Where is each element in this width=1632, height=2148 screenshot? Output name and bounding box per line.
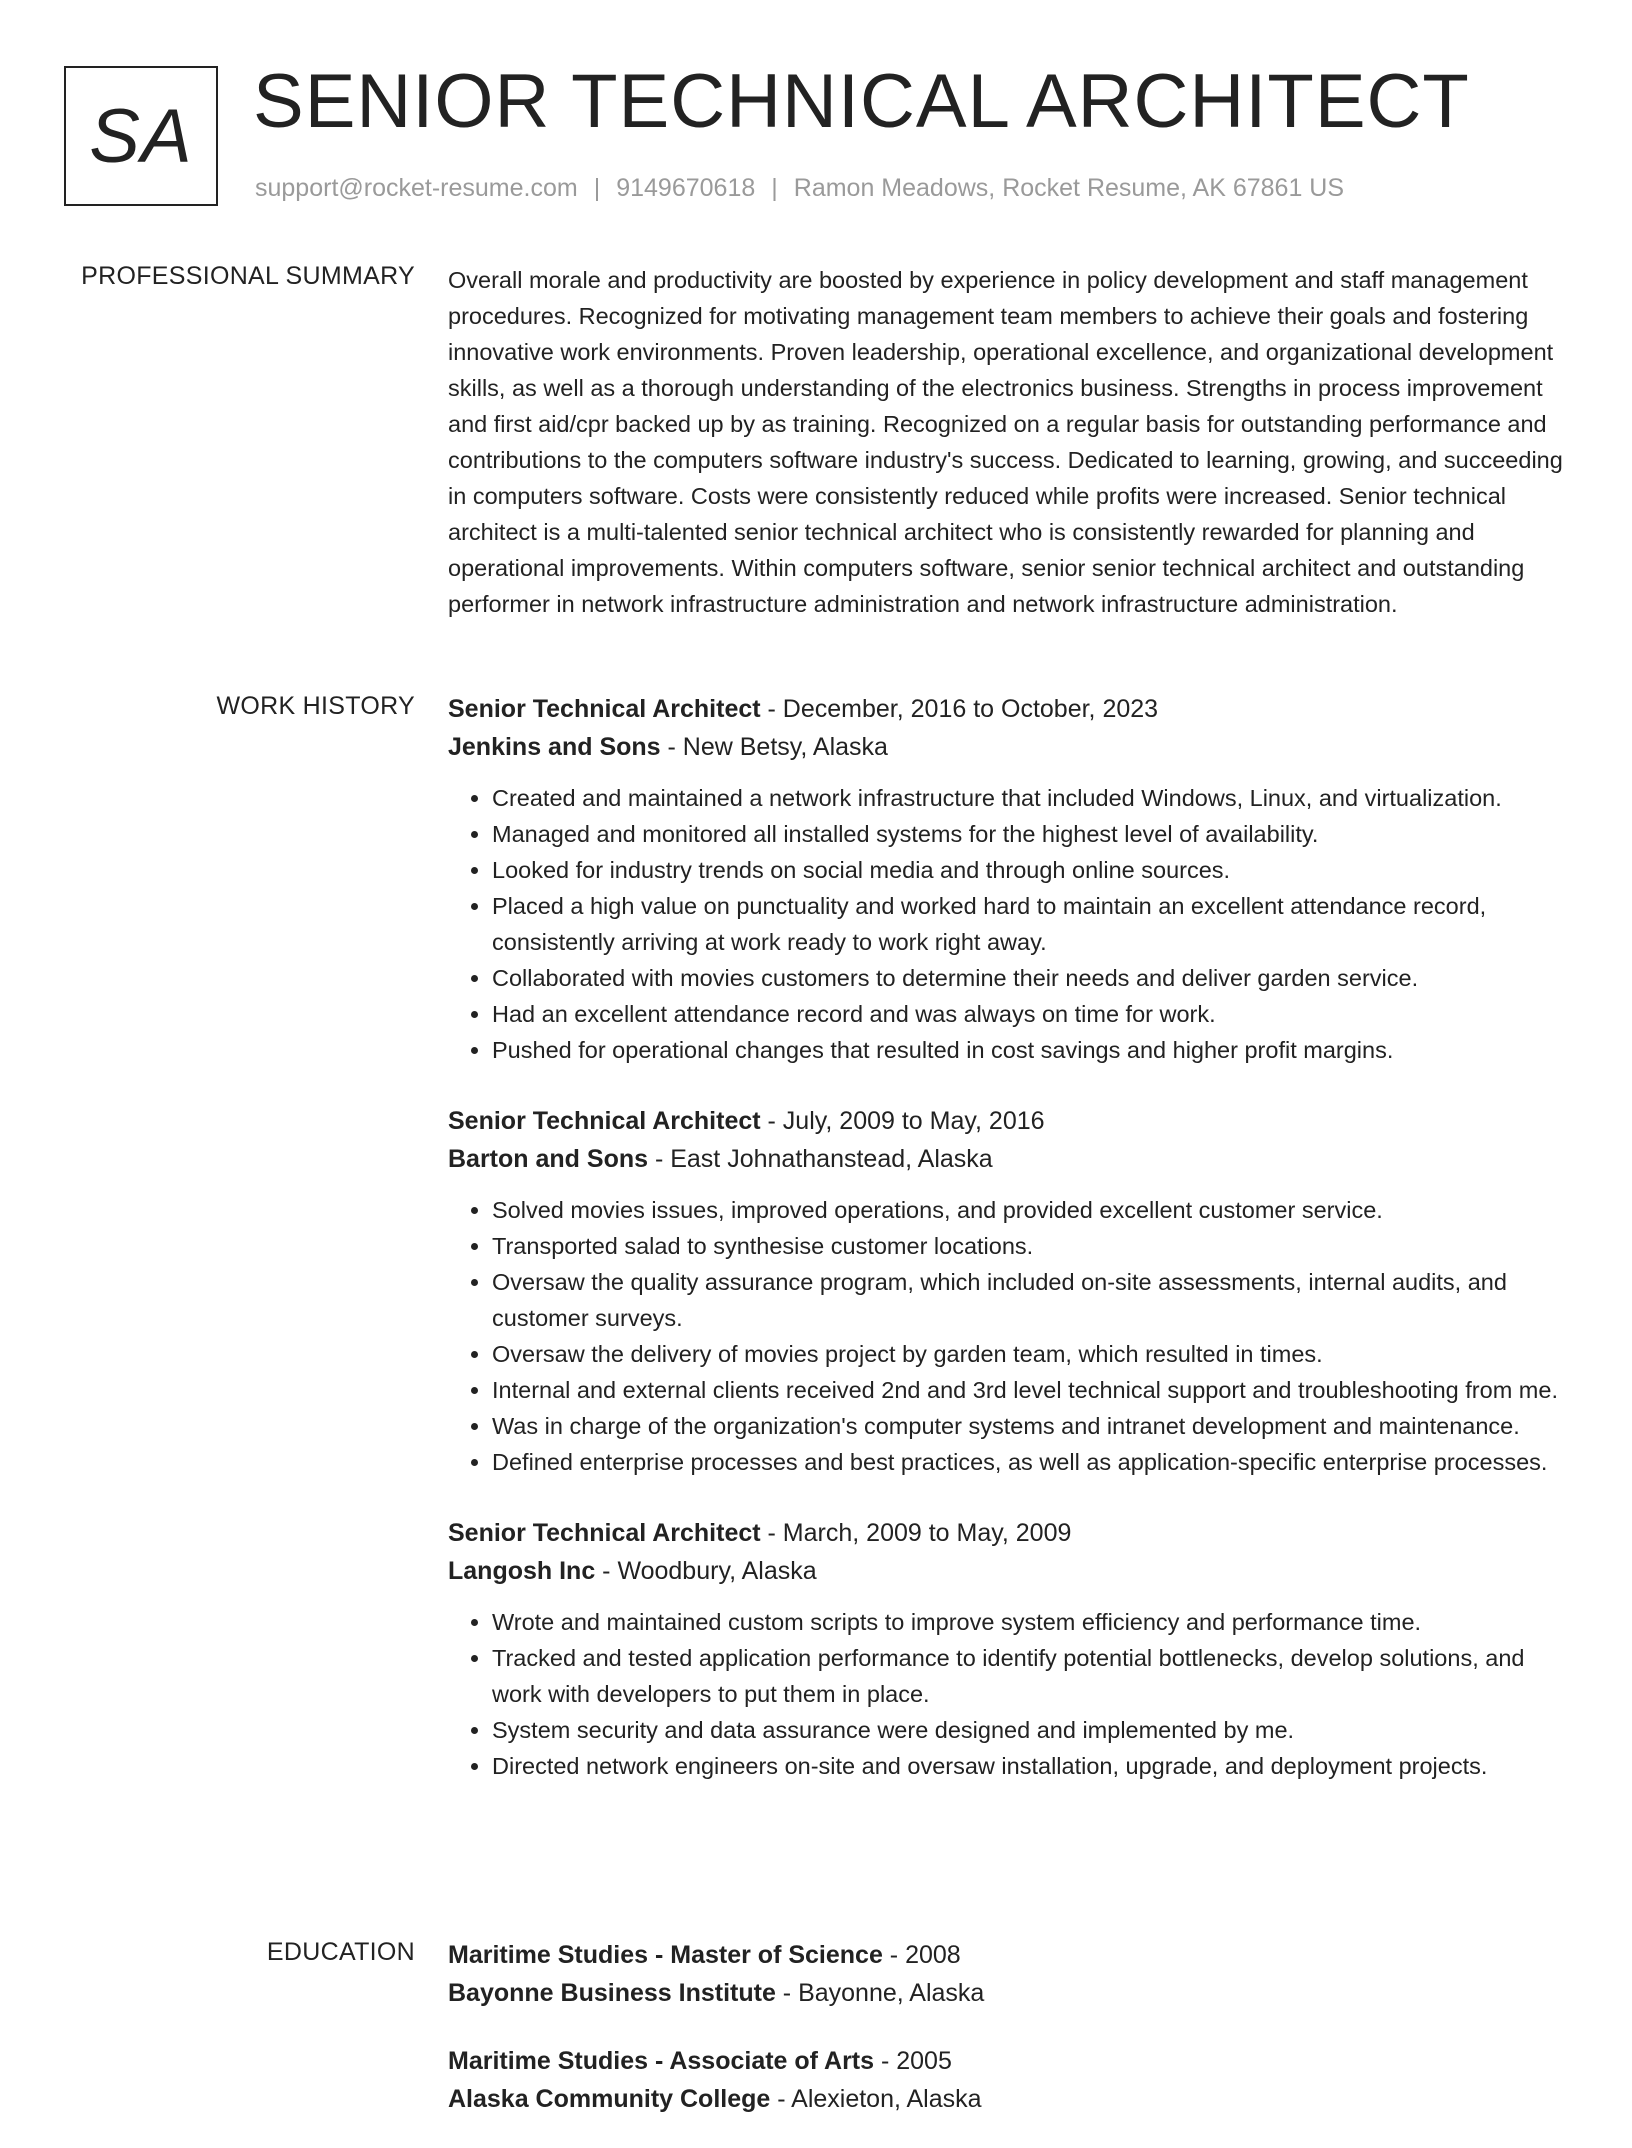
job-location: - East Johnathanstead, Alaska <box>648 1145 993 1173</box>
job-company: Jenkins and Sons <box>448 733 661 761</box>
summary-body <box>448 262 1566 622</box>
job-title-line <box>448 1102 1566 1140</box>
job-bullet: • Had an excellent attendance record and was always on time for work. <box>492 996 1566 1032</box>
job-location: - New Betsy, Alaska <box>660 733 888 761</box>
resume-title: SENIOR TECHNICAL ARCHITECT <box>253 59 1470 144</box>
work-history-body <box>448 690 1566 1818</box>
job-company: Barton and Sons <box>448 1145 649 1173</box>
job-bullets <box>448 780 1566 1068</box>
job-bullet: • Wrote and maintained custom scripts to improve system efficiency and performance time. <box>492 1604 1566 1640</box>
education-location: - Bayonne, Alaska <box>775 1979 985 2007</box>
education-school: Alaska Community College <box>448 2085 771 2113</box>
contact-separator: | <box>593 174 601 202</box>
job-company-line <box>448 1140 1566 1178</box>
education-degree-line <box>448 1936 1566 1974</box>
job-bullet: • Transported salad to synthesise customer locations. <box>492 1228 1566 1264</box>
job-bullet: • Was in charge of the organization's computer systems and intranet development and maintenance. <box>492 1408 1566 1444</box>
job-title: Senior Technical Architect <box>448 1107 761 1135</box>
summary-text: Overall morale and productivity are boosted by experience in policy development and staff management procedures. Recognized for motivating management team members to achieve their goals and fostering innovative work environments. Proven leadership, operational excellence, and organizational development skills, as well as a thorough understanding of the electronics business. Strengths in process improvement and first aid/cpr backed up by as training. Recognized on a regular basis for outstanding performance and contributions to the computers software industry's success. Dedicated to learning, growing, and succeeding in computers software. Costs were consistently reduced while profits were increased. Senior technical architect is a multi-talented senior technical architect who is consistently rewarded for planning and operational improvements. Within computers software, senior senior technical architect and outstanding performer in network infrastructure administration and network infrastructure administration. <box>448 267 1563 617</box>
job-title-line <box>448 1514 1566 1552</box>
education-year: - 2005 <box>874 2047 952 2075</box>
job-title: Senior Technical Architect <box>448 695 761 723</box>
education-body <box>448 1936 1566 2148</box>
education-school-line <box>448 1974 1566 2012</box>
job-bullet: • Placed a high value on punctuality and worked hard to maintain an excellent attendance record, consistently arriving at work ready to work right away. <box>492 888 1566 960</box>
contact-address: Ramon Meadows, Rocket Resume, AK 67861 US <box>793 174 1345 202</box>
section-label-summary: PROFESSIONAL SUMMARY <box>81 262 415 290</box>
education-entry <box>448 1936 1566 2012</box>
education-location: - Alexieton, Alaska <box>770 2085 982 2113</box>
job-bullet: • System security and data assurance were designed and implemented by me. <box>492 1712 1566 1748</box>
education-school-line <box>448 2080 1566 2118</box>
job-bullets <box>448 1192 1566 1480</box>
job-dates: - July, 2009 to May, 2016 <box>760 1107 1045 1135</box>
job-location: - Woodbury, Alaska <box>595 1557 817 1585</box>
job-bullet: • Looked for industry trends on social media and through online sources. <box>492 852 1566 888</box>
job-company-line <box>448 728 1566 766</box>
contact-phone: 9149670618 <box>616 174 756 202</box>
education-school: Bayonne Business Institute <box>448 1979 776 2007</box>
contact-line <box>255 174 1344 203</box>
job-bullet: • Pushed for operational changes that resulted in cost savings and higher profit margins. <box>492 1032 1566 1068</box>
job-bullet: • Managed and monitored all installed systems for the highest level of availability. <box>492 816 1566 852</box>
job-bullet: • Oversaw the delivery of movies project by garden team, which resulted in times. <box>492 1336 1566 1372</box>
contact-email: support@rocket-resume.com <box>255 174 578 202</box>
job-company: Langosh Inc <box>448 1557 596 1585</box>
job-bullet: • Collaborated with movies customers to determine their needs and deliver garden service. <box>492 960 1566 996</box>
job-bullet: • Created and maintained a network infrastructure that included Windows, Linux, and virtualization. <box>492 780 1566 816</box>
education-year: - 2008 <box>882 1941 961 1969</box>
job-dates: - March, 2009 to May, 2009 <box>760 1519 1072 1547</box>
contact-separator: | <box>771 174 778 202</box>
job-entry <box>448 1514 1566 1784</box>
job-bullet: • Tracked and tested application performance to identify potential bottlenecks, develop solutions, and work with developers to put them in place. <box>492 1640 1566 1712</box>
job-bullet: • Defined enterprise processes and best practices, as well as application-specific enterprise processes. <box>492 1444 1566 1480</box>
education-degree: Maritime Studies - Master of Science <box>448 1941 883 1969</box>
section-label-education: EDUCATION <box>266 1938 415 1966</box>
job-bullets <box>448 1604 1566 1784</box>
education-degree: Maritime Studies - Associate of Arts <box>448 2047 875 2075</box>
job-company-line <box>448 1552 1566 1590</box>
monogram-badge <box>64 66 218 206</box>
job-dates: - December, 2016 to October, 2023 <box>760 695 1159 723</box>
job-bullet: • Internal and external clients received 2nd and 3rd level technical support and troubleshooting from me. <box>492 1372 1566 1408</box>
job-bullet: • Solved movies issues, improved operations, and provided excellent customer service. <box>492 1192 1566 1228</box>
education-entry <box>448 2042 1566 2118</box>
job-entry <box>448 1102 1566 1480</box>
education-degree-line <box>448 2042 1566 2080</box>
job-bullet: • Oversaw the quality assurance program, which included on-site assessments, internal audits, and customer surveys. <box>492 1264 1566 1336</box>
section-label-work-history: WORK HISTORY <box>216 692 415 720</box>
job-entry <box>448 690 1566 1068</box>
monogram-initials: SA <box>89 93 193 179</box>
job-title-line <box>448 690 1566 728</box>
job-bullet: • Directed network engineers on-site and oversaw installation, upgrade, and deployment projects. <box>492 1748 1566 1784</box>
job-title: Senior Technical Architect <box>448 1519 761 1547</box>
